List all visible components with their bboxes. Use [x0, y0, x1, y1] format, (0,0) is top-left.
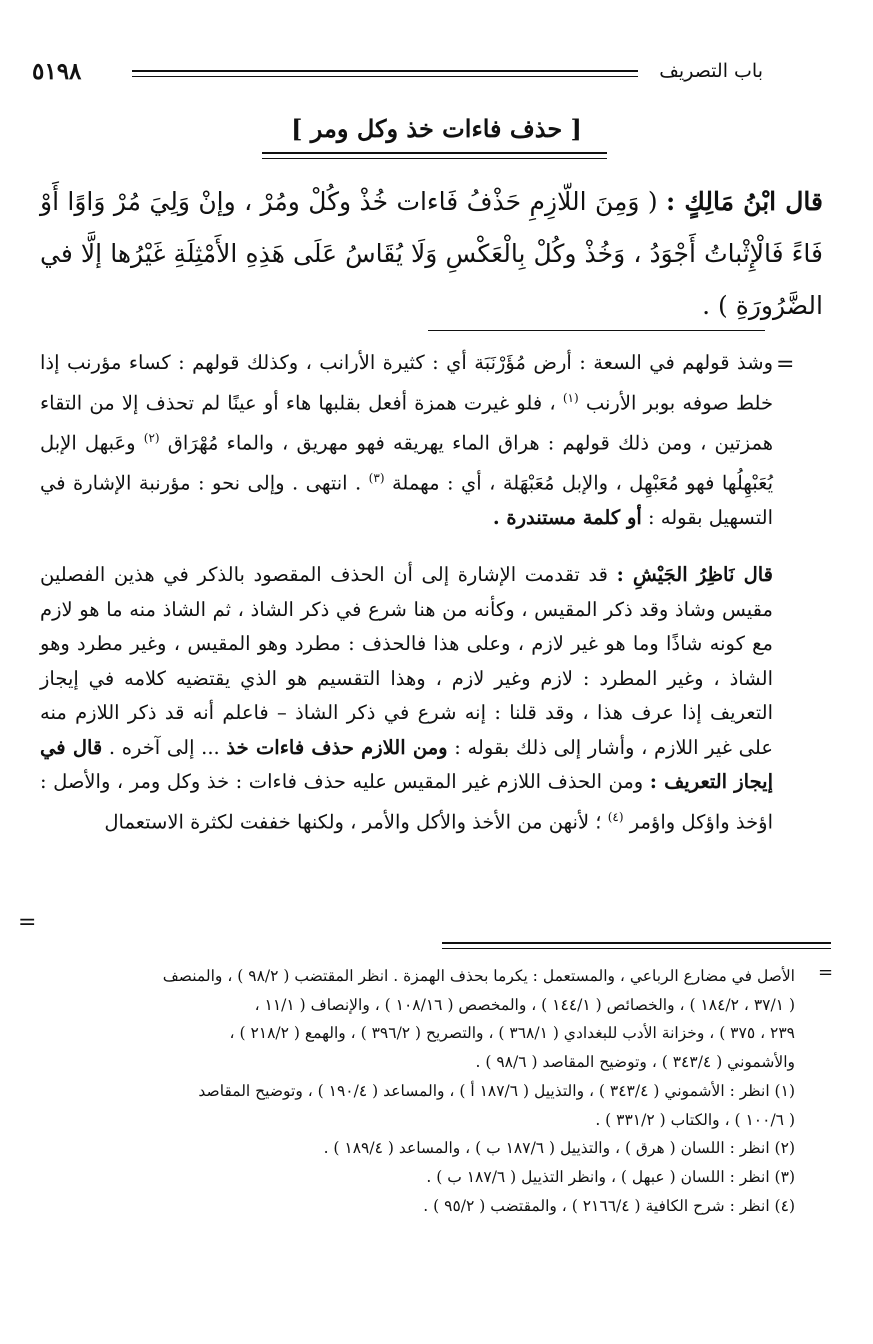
- commentary-text-2: ... إلى آخره .: [108, 735, 220, 759]
- footnotes: [40, 962, 795, 1220]
- heading-rule: [262, 152, 607, 159]
- statement-speaker: قال ابْنُ مَالِكٍ :: [665, 187, 823, 216]
- footnote-line: ( ١٠٠/٦ ) ، والكتاب ( ٣٣١/٢ ) .: [595, 1110, 795, 1129]
- commentary-end-mark: =: [18, 910, 37, 935]
- footnote-ref-3[interactable]: (٣): [368, 470, 385, 485]
- main-statement: [40, 176, 823, 332]
- footnote-1: (١) انظر : الأشموني ( ٣٤٣/٤ ) ، والتذييل ( ١٨٧/٦ أ ) ، والمساعد ( ١٩٠/٤ ) ، وتوضيح المقاصد: [198, 1081, 795, 1100]
- footnote-rule: [442, 942, 831, 949]
- footnote-2: (٢) انظر : اللسان ( هرق ) ، والتذييل ( ١٨٧/٦ ب ) ، والمساعد ( ١٨٩/٤ ) .: [323, 1139, 795, 1158]
- commentary-speaker: قال نَاظِرُ الجَيْشِ :: [616, 563, 774, 586]
- footnote-ref-2[interactable]: (٢): [143, 430, 160, 445]
- continuation-text-1: وشذ قولهم في السعة : أرض مُؤَرْنَبَة أي : كثيرة الأرانب ، وكذلك قولهم : كساء مؤرنب إذا خلط صوفه بوبر الأرنب: [40, 351, 774, 414]
- footnote-ref-4[interactable]: (٤): [607, 809, 624, 824]
- continuation-mark: =: [776, 352, 795, 377]
- commentary-bold-2: قال في إيجاز التعريف :: [40, 735, 774, 793]
- footnote-line: ٢٣٩ ، ٣٧٥ ) ، وخزانة الأدب للبغدادي ( ٣٦٨/١ ) ، والتصريح ( ٣٩٦/٢ ) ، والهمع ( ٢١٨/٢ ) ،: [229, 1024, 795, 1043]
- commentary-text-4: ؛ لأنهن من الأخذ والأكل والأمر ، ولكنها خففت لكثرة الاستعمال: [104, 810, 602, 833]
- statement-rule: [428, 330, 765, 331]
- footnote-line: ( ٣٧/١ ، ١٨٤/٢ ) ، والخصائص ( ١٤٤/١ ) ، والمخصص ( ١٠٨/١٦ ) ، والإنصاف ( ١١/١ ،: [254, 995, 795, 1014]
- page-number: ٥١٩٨: [32, 58, 82, 85]
- commentary-text-1: قد تقدمت الإشارة إلى أن الحذف المقصود بالذكر في هذين الفصلين مقيس وشاذ وقد ذكر المقيس ، وكأنه من هنا شرع في ذكر الشاذ ، ثم الشاذ منه ما هو لازم مع كونه شاذًا وما هو غير لازم ، وعلى هذا فالحذف : مطرد وهو المقيس ، وغير مطرد وهو الشاذ ، وغير المطرد : لازم وغير لازم ، وهذا التقسيم هو الذي يقتضيه كلامه في إيجاز التعريف إذا عرف هذا ، وقد قلنا : إنه شرع في ذكر الشاذ – فاعلم أنه قد ذكر اللازم منه على غير اللازم ، وأشار إلى ذلك بقوله :: [40, 563, 773, 759]
- continuation-paragraph: [40, 346, 773, 535]
- footnote-continuation-mark: =: [818, 962, 834, 983]
- footnote-line: والأشموني ( ٣٤٣/٤ ) ، وتوضيح المقاصد ( ٩٨/٦ ) .: [475, 1053, 795, 1072]
- section-heading: [ حذف فاءات خذ وكل ومر ]: [291, 114, 582, 143]
- footnote-line: الأصل في مضارع الرباعي ، والمستعمل : يكرما بحذف الهمزة . انظر المقتضب ( ٩٨/٢ ) ، والمنصف: [162, 967, 795, 985]
- statement-text: ( وَمِنَ اللّازِمِ حَذْفُ فَاءات خُذْ وكُلْ ومُرْ ، وإنْ وَلِيَ مُرْ وَاوًا أَوْ فَاءً فَالْإِثْباتُ أَجْوَدُ ، وَخُذْ وكُلْ بِالْعَكْسِ وَلَا يُقَاسُ عَلَى هَذِهِ الأَمْثِلَةِ غَيْرُها إلَّا في الضَّرُورَةِ ) .: [40, 187, 823, 320]
- running-header: [32, 58, 763, 84]
- continuation-text-3: وعَبهل الإبل يُعَبْهِلُها فهو مُعَبْهِل ، والإبل مُعَبْهَلة ، أي : مهملة: [40, 431, 774, 494]
- footnote-3: (٣) انظر : اللسان ( عبهل ) ، وانظر التذييل ( ١٨٧/٦ ب ) .: [426, 1167, 795, 1186]
- commentary-paragraph: [40, 558, 773, 840]
- footnote-4: (٤) انظر : شرح الكافية ( ٢١٦٦/٤ ) ، والمقتضب ( ٩٥/٢ ) .: [423, 1196, 795, 1215]
- footnote-ref-1[interactable]: (١): [562, 390, 579, 405]
- commentary-bold-1: ومن اللازم حذف فاءات خذ: [226, 735, 448, 759]
- header-rule: [132, 70, 638, 77]
- continuation-bold-tail: أو كلمة مستندرة .: [492, 505, 642, 529]
- continuation-text-4: . انتهى . وإلى نحو : مؤرنبة الإشارة في التسهيل بقوله :: [40, 471, 773, 529]
- chapter-title: باب التصريف: [659, 60, 763, 82]
- commentary-text-3: ومن الحذف اللازم غير المقيس عليه حذف فاءات : خذ وكل ومر ، والأصل : اؤخذ واؤكل واؤمر: [40, 770, 773, 833]
- continuation-text-2: ، فلو غيرت همزة أفعل بقلبها هاء أو عينًا لم تحذف إلا من التقاء همزتين ، ومن ذلك قولهم : هراق الماء يهريقه فهو مهريق ، والماء مُهْرَاق: [40, 391, 774, 454]
